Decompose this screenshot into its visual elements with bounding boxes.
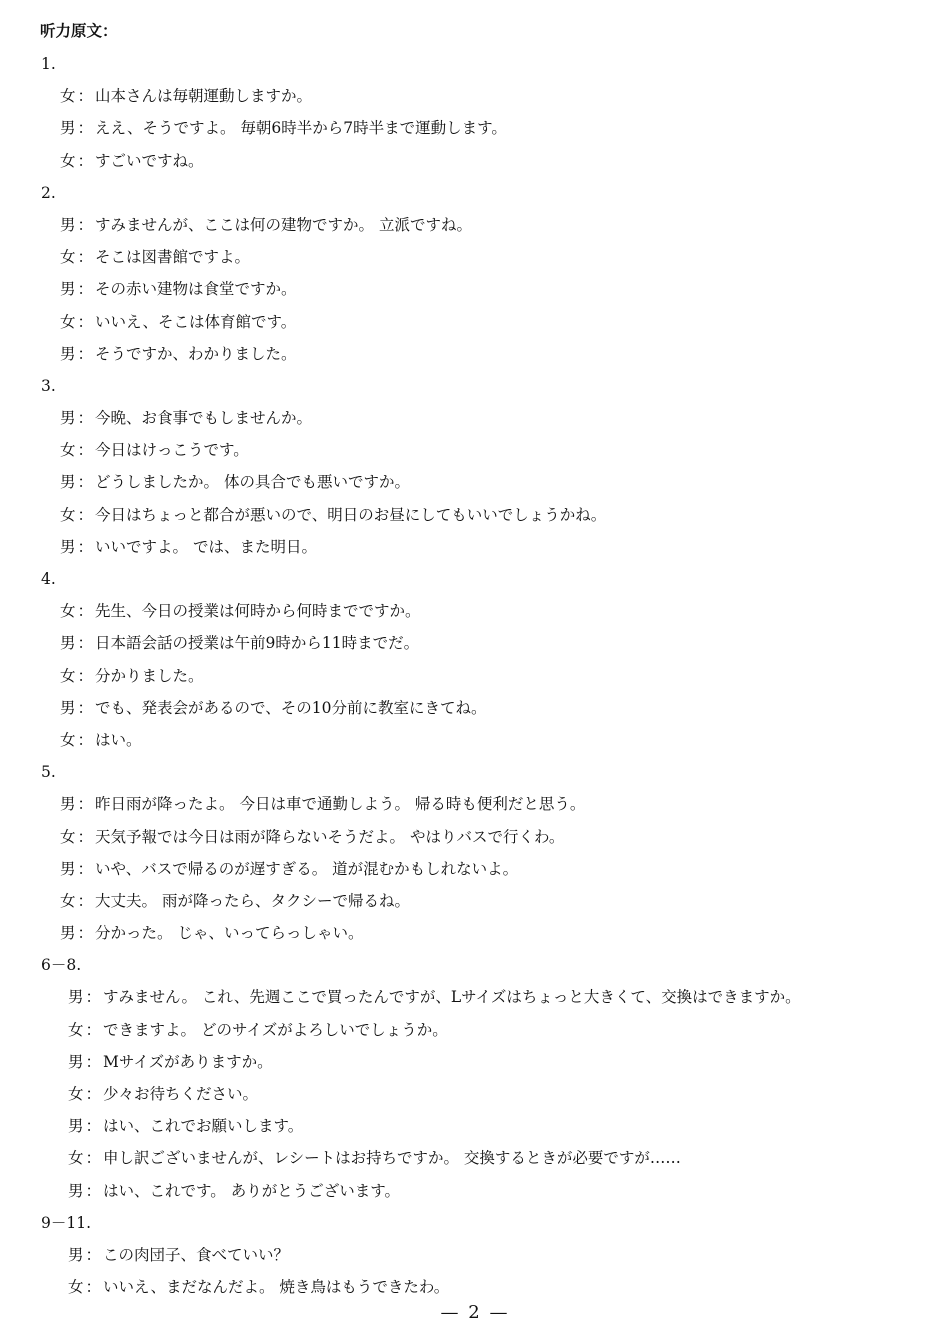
speaker-separator: ： [77, 666, 94, 685]
speaker-separator: ： [77, 924, 94, 943]
dialogue-line [0, 209, 950, 241]
dialogue-line [0, 499, 950, 531]
speaker-separator: ： [77, 280, 94, 299]
dialogue-line [0, 145, 950, 177]
speaker-label: 女 [60, 87, 76, 106]
utterance-text: そうですか、わかりました。 [95, 344, 297, 363]
speaker-separator: ： [77, 215, 94, 234]
dialogue-line [0, 434, 950, 466]
utterance-text: ええ、そうですよ。 毎朝6時半から7時半まで運動します。 [95, 119, 507, 138]
speaker-label: 男 [60, 409, 76, 428]
speaker-separator: ： [85, 988, 102, 1007]
utterance-text: そこは図書館ですよ。 [95, 248, 251, 267]
speaker-label: 女 [68, 1149, 84, 1168]
dialogue-line [0, 917, 950, 949]
utterance-text: この肉団子、食べていい？ [103, 1245, 290, 1264]
dialogue-line [0, 1175, 950, 1207]
utterance-text: できますよ。 どのサイズがよろしいでしょうか。 [103, 1020, 448, 1039]
speaker-label: 女 [60, 730, 76, 749]
speaker-label: 男 [60, 924, 76, 943]
speaker-label: 男 [68, 1117, 84, 1136]
speaker-separator: ： [77, 87, 94, 106]
utterance-text: 大丈夫。 雨が降ったら、タクシーで帰るね。 [95, 891, 410, 910]
speaker-label: 男 [60, 698, 76, 717]
speaker-separator: ： [77, 602, 94, 621]
utterance-text: いいえ、そこは体育館です。 [95, 312, 297, 331]
page-number: — 2 — [440, 1302, 510, 1323]
speaker-label: 男 [60, 473, 76, 492]
dialogue-line [0, 595, 950, 627]
question-number: 3. [41, 376, 56, 395]
speaker-label: 女 [68, 1278, 84, 1297]
utterance-text: はい。 [95, 730, 142, 749]
speaker-separator: ： [77, 119, 94, 138]
question-number: 2. [41, 183, 56, 202]
speaker-separator: ： [77, 441, 94, 460]
dialogue-line [0, 112, 950, 144]
speaker-separator: ： [77, 505, 94, 524]
utterance-text: 今晩、お食事でもしませんか。 [95, 409, 313, 428]
speaker-label: 男 [60, 537, 76, 556]
speaker-separator: ： [85, 1149, 102, 1168]
speaker-separator: ： [85, 1085, 102, 1103]
utterance-text: どうしましたか。 体の具合でも悪いですか。 [95, 473, 410, 492]
utterance-text: 山本さんは毎朝運動しますか。 [95, 87, 313, 106]
dialogue-line [0, 531, 950, 563]
dialogue-line [0, 1239, 950, 1271]
speaker-separator: ： [77, 730, 94, 749]
speaker-separator: ： [77, 634, 94, 653]
utterance-text: 少々お待ちください。 [103, 1085, 259, 1103]
speaker-label: 男 [68, 988, 84, 1007]
utterance-text: 日本語会話の授業は午前9時から11時までだ。 [95, 634, 420, 653]
transcript-lines [0, 48, 950, 1303]
dialogue-line [0, 1014, 950, 1046]
dialogue-line [0, 1078, 950, 1110]
speaker-label: 女 [60, 827, 76, 846]
dialogue-line [0, 821, 950, 853]
utterance-text: すみませんが、ここは何の建物ですか。 立派ですね。 [95, 215, 472, 234]
dialogue-line [0, 1046, 950, 1078]
question-number: 6－8. [41, 956, 82, 975]
utterance-text: いいえ、まだなんだよ。 焼き鳥はもうできたわ。 [103, 1278, 450, 1297]
utterance-text: 今日はけっこうです。 [95, 441, 249, 460]
speaker-separator: ： [77, 473, 94, 492]
dialogue-line [0, 1110, 950, 1142]
speaker-label: 男 [60, 280, 76, 299]
speaker-label: 女 [60, 151, 76, 170]
utterance-text: 申し訳ございませんが、レシートはお持ちですか。 交換するときが必要ですが…… [103, 1149, 681, 1168]
dialogue-line [0, 306, 950, 338]
utterance-text: でも、発表会があるので、その10分前に教室にきてね。 [95, 698, 487, 717]
dialogue-line [0, 80, 950, 112]
utterance-text: 天気予報では今日は雨が降らないそうだよ。 やはりバスで行くわ。 [95, 827, 565, 846]
utterance-text: Mサイズがありますか。 [103, 1052, 273, 1071]
speaker-label: 女 [60, 312, 76, 331]
dialogue-line [0, 241, 950, 273]
utterance-text: すみません。 これ、先週ここで買ったんですが、Lサイズはちょっと大きくて、交換はできますか。 [103, 988, 801, 1007]
speaker-separator: ： [77, 859, 94, 878]
utterance-text: はい、これです。 ありがとうございます。 [103, 1181, 400, 1200]
dialogue-line [0, 627, 950, 659]
dialogue-line [0, 788, 950, 820]
speaker-label: 男 [60, 344, 76, 363]
speaker-separator: ： [77, 312, 94, 331]
dialogue-line [0, 885, 950, 917]
dialogue-line [0, 1142, 950, 1174]
utterance-text: 分かった。 じゃ、いってらっしゃい。 [95, 924, 364, 943]
utterance-text: いいですよ。 では、また明日。 [95, 537, 317, 556]
dialogue-line [0, 692, 950, 724]
speaker-label: 女 [60, 441, 76, 460]
dialogue-line [0, 660, 950, 692]
utterance-text: すごいですね。 [95, 151, 204, 170]
question-number: 4. [41, 570, 56, 588]
utterance-text: 先生、今日の授業は何時から何時までですか。 [95, 602, 421, 621]
speaker-separator: ： [77, 248, 94, 267]
page-heading: 听力原文： [40, 22, 118, 40]
question-number: 5. [41, 763, 56, 782]
dialogue-line [0, 724, 950, 756]
dialogue-line [0, 273, 950, 305]
speaker-label: 男 [68, 1052, 84, 1071]
speaker-label: 女 [60, 248, 76, 267]
speaker-label: 男 [60, 795, 76, 814]
speaker-separator: ： [77, 795, 94, 814]
speaker-separator: ： [77, 151, 94, 170]
speaker-label: 男 [68, 1181, 84, 1200]
utterance-text: 分かりました。 [95, 666, 204, 685]
speaker-label: 男 [68, 1245, 84, 1264]
dialogue-line [0, 853, 950, 885]
speaker-label: 男 [60, 634, 76, 653]
speaker-separator: ： [77, 827, 94, 846]
dialogue-line [0, 402, 950, 434]
speaker-separator: ： [77, 409, 94, 428]
utterance-text: 昨日雨が降ったよ。 今日は車で通勤しよう。 帰る時も便利だと思う。 [95, 795, 586, 814]
utterance-text: 今日はちょっと都合が悪いので、明日のお昼にしてもいいでしょうかね。 [95, 505, 607, 524]
speaker-separator: ： [85, 1020, 102, 1039]
speaker-separator: ： [85, 1117, 102, 1136]
speaker-label: 女 [68, 1020, 84, 1039]
speaker-separator: ： [85, 1245, 102, 1264]
utterance-text: いや、バスで帰るのが遅すぎる。 道が混むかもしれないよ。 [95, 859, 519, 878]
utterance-text: その赤い建物は食堂ですか。 [95, 280, 297, 299]
dialogue-line [0, 466, 950, 498]
question-number: 9－11. [41, 1213, 92, 1232]
speaker-separator: ： [77, 537, 94, 556]
speaker-label: 女 [68, 1085, 84, 1103]
speaker-label: 女 [60, 602, 76, 621]
speaker-label: 男 [60, 215, 76, 234]
dialogue-line [0, 1271, 950, 1303]
speaker-separator: ： [85, 1181, 102, 1200]
speaker-label: 女 [60, 666, 76, 685]
speaker-label: 男 [60, 859, 76, 878]
speaker-label: 女 [60, 505, 76, 524]
question-number: 1. [41, 55, 56, 73]
speaker-separator: ： [85, 1052, 102, 1071]
dialogue-line [0, 981, 950, 1013]
speaker-separator: ： [85, 1278, 102, 1297]
speaker-separator: ： [77, 698, 94, 717]
speaker-separator: ： [77, 344, 94, 363]
utterance-text: はい、これでお願いします。 [103, 1117, 304, 1136]
speaker-label: 男 [60, 119, 76, 138]
speaker-label: 女 [60, 891, 76, 910]
dialogue-line [0, 338, 950, 370]
speaker-separator: ： [77, 891, 94, 910]
